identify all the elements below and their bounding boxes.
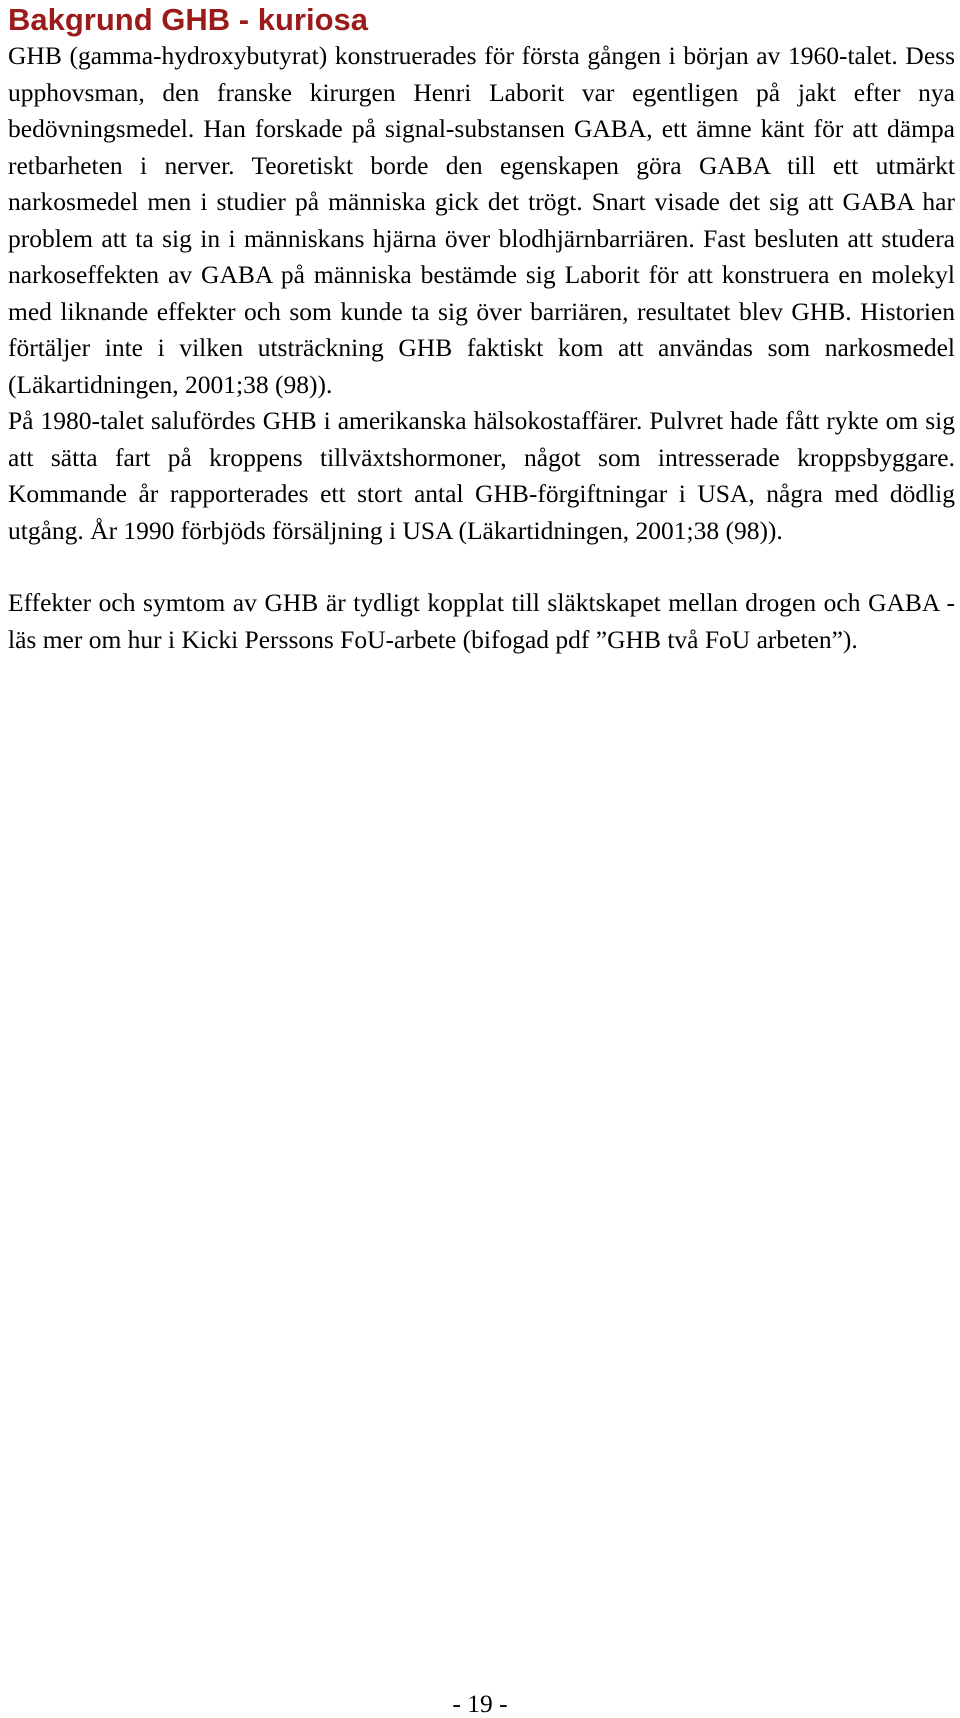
document-page [8,0,955,658]
page-number: - 19 - [452,1689,508,1718]
paragraph-effects: Effekter och symtom av GHB är tydligt kopplat till släktskapet mellan drogen och GABA - läs mer om hur i Kicki Perssons FoU-arbete (bifogad pdf ”GHB två FoU arbeten”). [8,588,955,654]
paragraph-spacer [8,549,955,585]
section-title: Bakgrund GHB - kuriosa [8,2,368,37]
paragraph-history-usa: På 1980-talet salufördes GHB i amerikanska hälsokostaffärer. Pulvret hade fått rykte om sig att sätta fart på kroppens tillväxtshormoner, något som intresserade kroppsbyggare. Kommande år rapporterades ett stort antal GHB-förgiftningar i USA, några med dödlig utgång. År 1990 förbjöds försäljning i USA (Läkartidningen, 2001;38 (98)). [8,406,955,545]
paragraph-history-origin: GHB (gamma-hydroxybutyrat) konstruerades för första gången i början av 1960-talet. Dess upphovsman, den franske kirurgen Henri Laborit var egentligen på jakt efter nya bedövningsmedel. Han forskade på signal-substansen GABA, ett ämne känt för att dämpa retbarheten i nerver. Teoretiskt borde den egenskapen göra GABA till ett utmärkt narkosmedel men i studier på människa gick det trögt. Snart visade det sig att GABA har problem att ta sig in i människans hjärna över blodhjärnbarriären. Fast besluten att studera narkoseffekten av GABA på människa bestämde sig Laborit för att konstruera en molekyl med liknande effekter och som kunde ta sig över barriären, resultatet blev GHB. Historien förtäljer inte i vilken utsträckning GHB faktiskt kom att användas som narkosmedel (Läkartidningen, 2001;38 (98)). [8,41,955,399]
